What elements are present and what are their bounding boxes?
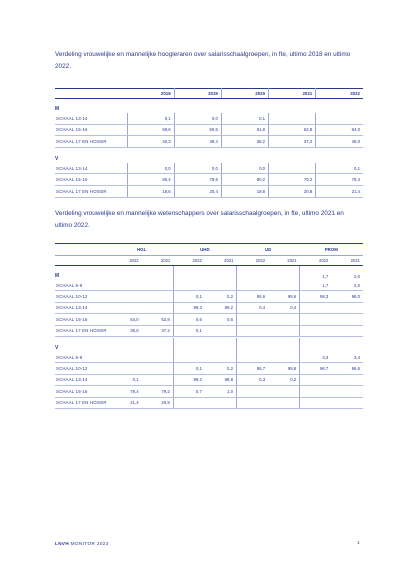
table-row: [55, 386, 363, 397]
year-header: 2021: [268, 256, 300, 266]
cell-value: [110, 352, 142, 363]
table-row: [55, 374, 363, 385]
cell-value: 80,2: [221, 174, 268, 186]
cell-value: [268, 386, 300, 397]
cell-value: [110, 302, 142, 313]
cell-value: 2,0: [354, 274, 360, 279]
cell-value: 79,2: [142, 386, 174, 397]
cell-value: 98,0: [331, 291, 363, 302]
cell-value: [205, 338, 237, 352]
row-label: SCHAAL 13-14: [55, 374, 110, 385]
table-row: [55, 363, 363, 374]
cell-value: [236, 352, 268, 363]
cell-value: 21,4: [110, 397, 142, 408]
cell-value: 0,1: [221, 113, 268, 124]
cell-value: 80,4: [127, 174, 174, 186]
table-row: [55, 280, 363, 291]
cell-value: 0,3: [236, 374, 268, 385]
year-header: 2018: [127, 89, 174, 99]
cell-value: 36,0: [316, 136, 363, 148]
cell-value: [331, 374, 363, 385]
cell-value: [142, 291, 174, 302]
row-label: SCHAAL 15-16: [55, 386, 110, 397]
table-row: [55, 302, 363, 313]
row-label: SCHAAL 10-12: [55, 291, 110, 302]
cell-value: [300, 397, 332, 408]
group-label: V: [55, 155, 59, 162]
cell-value: 78,4: [316, 174, 363, 186]
cell-value: [300, 314, 332, 325]
cell-value: 99,3: [173, 302, 205, 313]
cell-value: [268, 314, 300, 325]
cell-value: [205, 352, 237, 363]
cell-value: [110, 363, 142, 374]
cell-value: 99,8: [268, 363, 300, 374]
row-label: SCHAAL 6-9: [55, 352, 110, 363]
cell-value: [173, 352, 205, 363]
cell-value: [110, 291, 142, 302]
cell-value: [236, 338, 268, 352]
cell-value: 99,2: [173, 374, 205, 385]
table-row: [55, 397, 363, 408]
cell-value: [236, 280, 268, 291]
cell-value: [331, 386, 363, 397]
row-label: SCHAAL 13-14: [55, 302, 110, 313]
cell-value: 95,7: [236, 363, 268, 374]
table-row: [55, 136, 363, 148]
cell-value: 0,0: [221, 163, 268, 174]
year-header: 2022: [316, 89, 363, 99]
cell-value: 99,2: [205, 302, 237, 313]
row-label: SCHAAL 13-14: [55, 163, 127, 174]
cell-value: [300, 338, 332, 352]
cell-value: 59,6: [127, 124, 174, 136]
cell-value: [142, 280, 174, 291]
cell-value: 20,8: [142, 397, 174, 408]
year-header: 2022: [300, 256, 332, 266]
cell-value: [173, 280, 205, 291]
row-label: SCHAAL 17 EN HOGER: [55, 397, 110, 408]
row-label: SCHAAL 10-12: [55, 363, 110, 374]
table-row: [55, 174, 363, 186]
cell-value: 1,7: [322, 274, 329, 279]
cell-value: 99,6: [268, 291, 300, 302]
footer-text: MONITOR 2023: [69, 541, 109, 546]
cell-value: [236, 386, 268, 397]
cell-value: [331, 397, 363, 408]
cell-value: 96,6: [331, 363, 363, 374]
column-group-header: HGL: [110, 244, 173, 256]
table-row: [55, 113, 363, 124]
cell-value: [268, 338, 300, 352]
cell-value: 0,0: [127, 163, 174, 174]
year-header: 2022: [110, 256, 142, 266]
cell-value: 64,0: [316, 124, 363, 136]
year-header: 2022: [173, 256, 205, 266]
cell-value: 0,6: [173, 314, 205, 325]
cell-value: [268, 352, 300, 363]
year-header: 2021: [331, 256, 363, 266]
cell-value: 0,1: [316, 163, 363, 174]
table-row: [55, 163, 363, 174]
cell-value: 38,2: [221, 136, 268, 148]
row-label: SCHAAL 15-16: [55, 314, 110, 325]
row-label: SCHAAL 15-16: [55, 174, 127, 186]
cell-value: [268, 397, 300, 408]
group-label: M: [55, 106, 60, 112]
cell-value: 0,1: [173, 325, 205, 336]
cell-value: 0,1: [173, 291, 205, 302]
cell-value: 62,8: [269, 124, 316, 136]
cell-value: 79,2: [269, 174, 316, 186]
cell-value: 0,1: [110, 374, 142, 385]
cell-value: [269, 163, 316, 174]
group-row: [55, 266, 363, 281]
cell-value: [110, 266, 142, 281]
table-row: [55, 352, 363, 363]
group-row: [55, 338, 363, 352]
cell-value: [268, 266, 300, 281]
group-label: M: [55, 273, 60, 279]
group-row: [55, 149, 363, 163]
cell-value: [331, 314, 363, 325]
cell-value: 37,2: [142, 325, 174, 336]
cell-value: 0,1: [173, 363, 205, 374]
cell-value: [331, 338, 363, 352]
cell-value: [236, 314, 268, 325]
table2-title: Verdeling vrouwelijke en mannelijke wetenschappers over salarisschaalgroepen, in fte, ultimo 2021 en ultimo 2022.: [55, 210, 344, 229]
cell-value: 96,7: [300, 363, 332, 374]
row-label: SCHAAL 13-14: [55, 113, 127, 124]
cell-value: [142, 338, 174, 352]
cell-value: 0,2: [268, 374, 300, 385]
cell-value: 21,4: [316, 185, 363, 197]
cell-value: 1,0: [205, 386, 237, 397]
cell-value: 0,0: [174, 163, 221, 174]
header-corner: [55, 244, 110, 256]
cell-value: 19,8: [221, 185, 268, 197]
cell-value: 98,8: [205, 374, 237, 385]
cell-value: 78,4: [110, 386, 142, 397]
cell-value: [268, 280, 300, 291]
cell-value: [110, 280, 142, 291]
year-header: 2019: [174, 89, 221, 99]
cell-value: 64,0: [110, 314, 142, 325]
cell-value: [300, 374, 332, 385]
cell-value: 79,6: [174, 174, 221, 186]
cell-value: 0,2: [205, 291, 237, 302]
cell-value: 0,2: [205, 363, 237, 374]
cell-value: 0,7: [173, 386, 205, 397]
cell-value: 0,0: [174, 113, 221, 124]
cell-value: 0,6: [205, 314, 237, 325]
cell-value: 39,4: [174, 136, 221, 148]
table-row: [55, 325, 363, 336]
cell-value: 0,4: [268, 302, 300, 313]
cell-value: 20,4: [174, 185, 221, 197]
row-label: SCHAAL 17 EN HOGER: [55, 185, 127, 197]
table1-title: Verdeling vrouwelijke en mannelijke hoogleraren over salarisschaalgroepen, in fte, ultimo 2018 en ultimo 2022.: [55, 51, 351, 70]
cell-value: 60,6: [174, 124, 221, 136]
row-label: SCHAAL 15-16: [55, 124, 127, 136]
cell-value: [142, 363, 174, 374]
cell-value: 3,3: [300, 352, 332, 363]
cell-value: [205, 266, 237, 281]
cell-value: [331, 302, 363, 313]
cell-value: [173, 266, 205, 281]
cell-value: [300, 302, 332, 313]
cell-value: 1,7: [300, 280, 332, 291]
cell-value: 0,1: [127, 113, 174, 124]
cell-value: [269, 113, 316, 124]
cell-value: [173, 397, 205, 408]
cell-value: 61,8: [221, 124, 268, 136]
cell-value: 62,8: [142, 314, 174, 325]
year-header: 2021: [142, 256, 174, 266]
cell-value: [142, 302, 174, 313]
cell-value: [236, 266, 268, 281]
cell-value: [142, 352, 174, 363]
hoogleraren-table: [55, 88, 363, 198]
table-row: [55, 124, 363, 136]
cell-value: [173, 338, 205, 352]
year-header: 2022: [236, 256, 268, 266]
group-row: [55, 99, 363, 114]
cell-value: 36,0: [110, 325, 142, 336]
header-corner: [55, 256, 110, 266]
cell-value: [300, 325, 332, 336]
cell-value: [236, 397, 268, 408]
year-header: 2021: [205, 256, 237, 266]
cell-value: 0,4: [236, 302, 268, 313]
table-row: [55, 291, 363, 302]
cell-value: [205, 325, 237, 336]
table-row: [55, 185, 363, 197]
cell-value: [300, 386, 332, 397]
row-label: SCHAAL 17 EN HOGER: [55, 136, 127, 148]
column-group-header: PROM: [300, 244, 363, 256]
footer-brand: LNVH: [55, 541, 70, 546]
year-header: 2020: [221, 89, 268, 99]
cell-value: 95,6: [236, 291, 268, 302]
wetenschappers-table: [55, 243, 363, 409]
cell-value: [205, 397, 237, 408]
cell-value: [142, 374, 174, 385]
cell-value: 20,8: [269, 185, 316, 197]
table-row: [55, 314, 363, 325]
cell-value: [331, 325, 363, 336]
cell-value: [236, 325, 268, 336]
cell-value: 37,2: [269, 136, 316, 148]
column-group-header: UD: [236, 244, 299, 256]
column-group-header: UHD: [173, 244, 236, 256]
cell-value: [268, 325, 300, 336]
page-number: 1: [357, 541, 360, 546]
cell-value: 2,0: [331, 280, 363, 291]
cell-value: [110, 338, 142, 352]
cell-value: [142, 266, 174, 281]
cell-value: 98,3: [300, 291, 332, 302]
row-label: SCHAAL 17 EN HOGER: [55, 325, 110, 336]
cell-value: 3,4: [331, 352, 363, 363]
cell-value: 40,3: [127, 136, 174, 148]
cell-value: 19,6: [127, 185, 174, 197]
group-label: V: [55, 344, 59, 351]
cell-value: [205, 280, 237, 291]
row-label: SCHAAL 6-9: [55, 280, 110, 291]
footer: [55, 541, 109, 546]
year-header: 2021: [269, 89, 316, 99]
header-corner: [55, 89, 127, 99]
cell-value: [316, 113, 363, 124]
